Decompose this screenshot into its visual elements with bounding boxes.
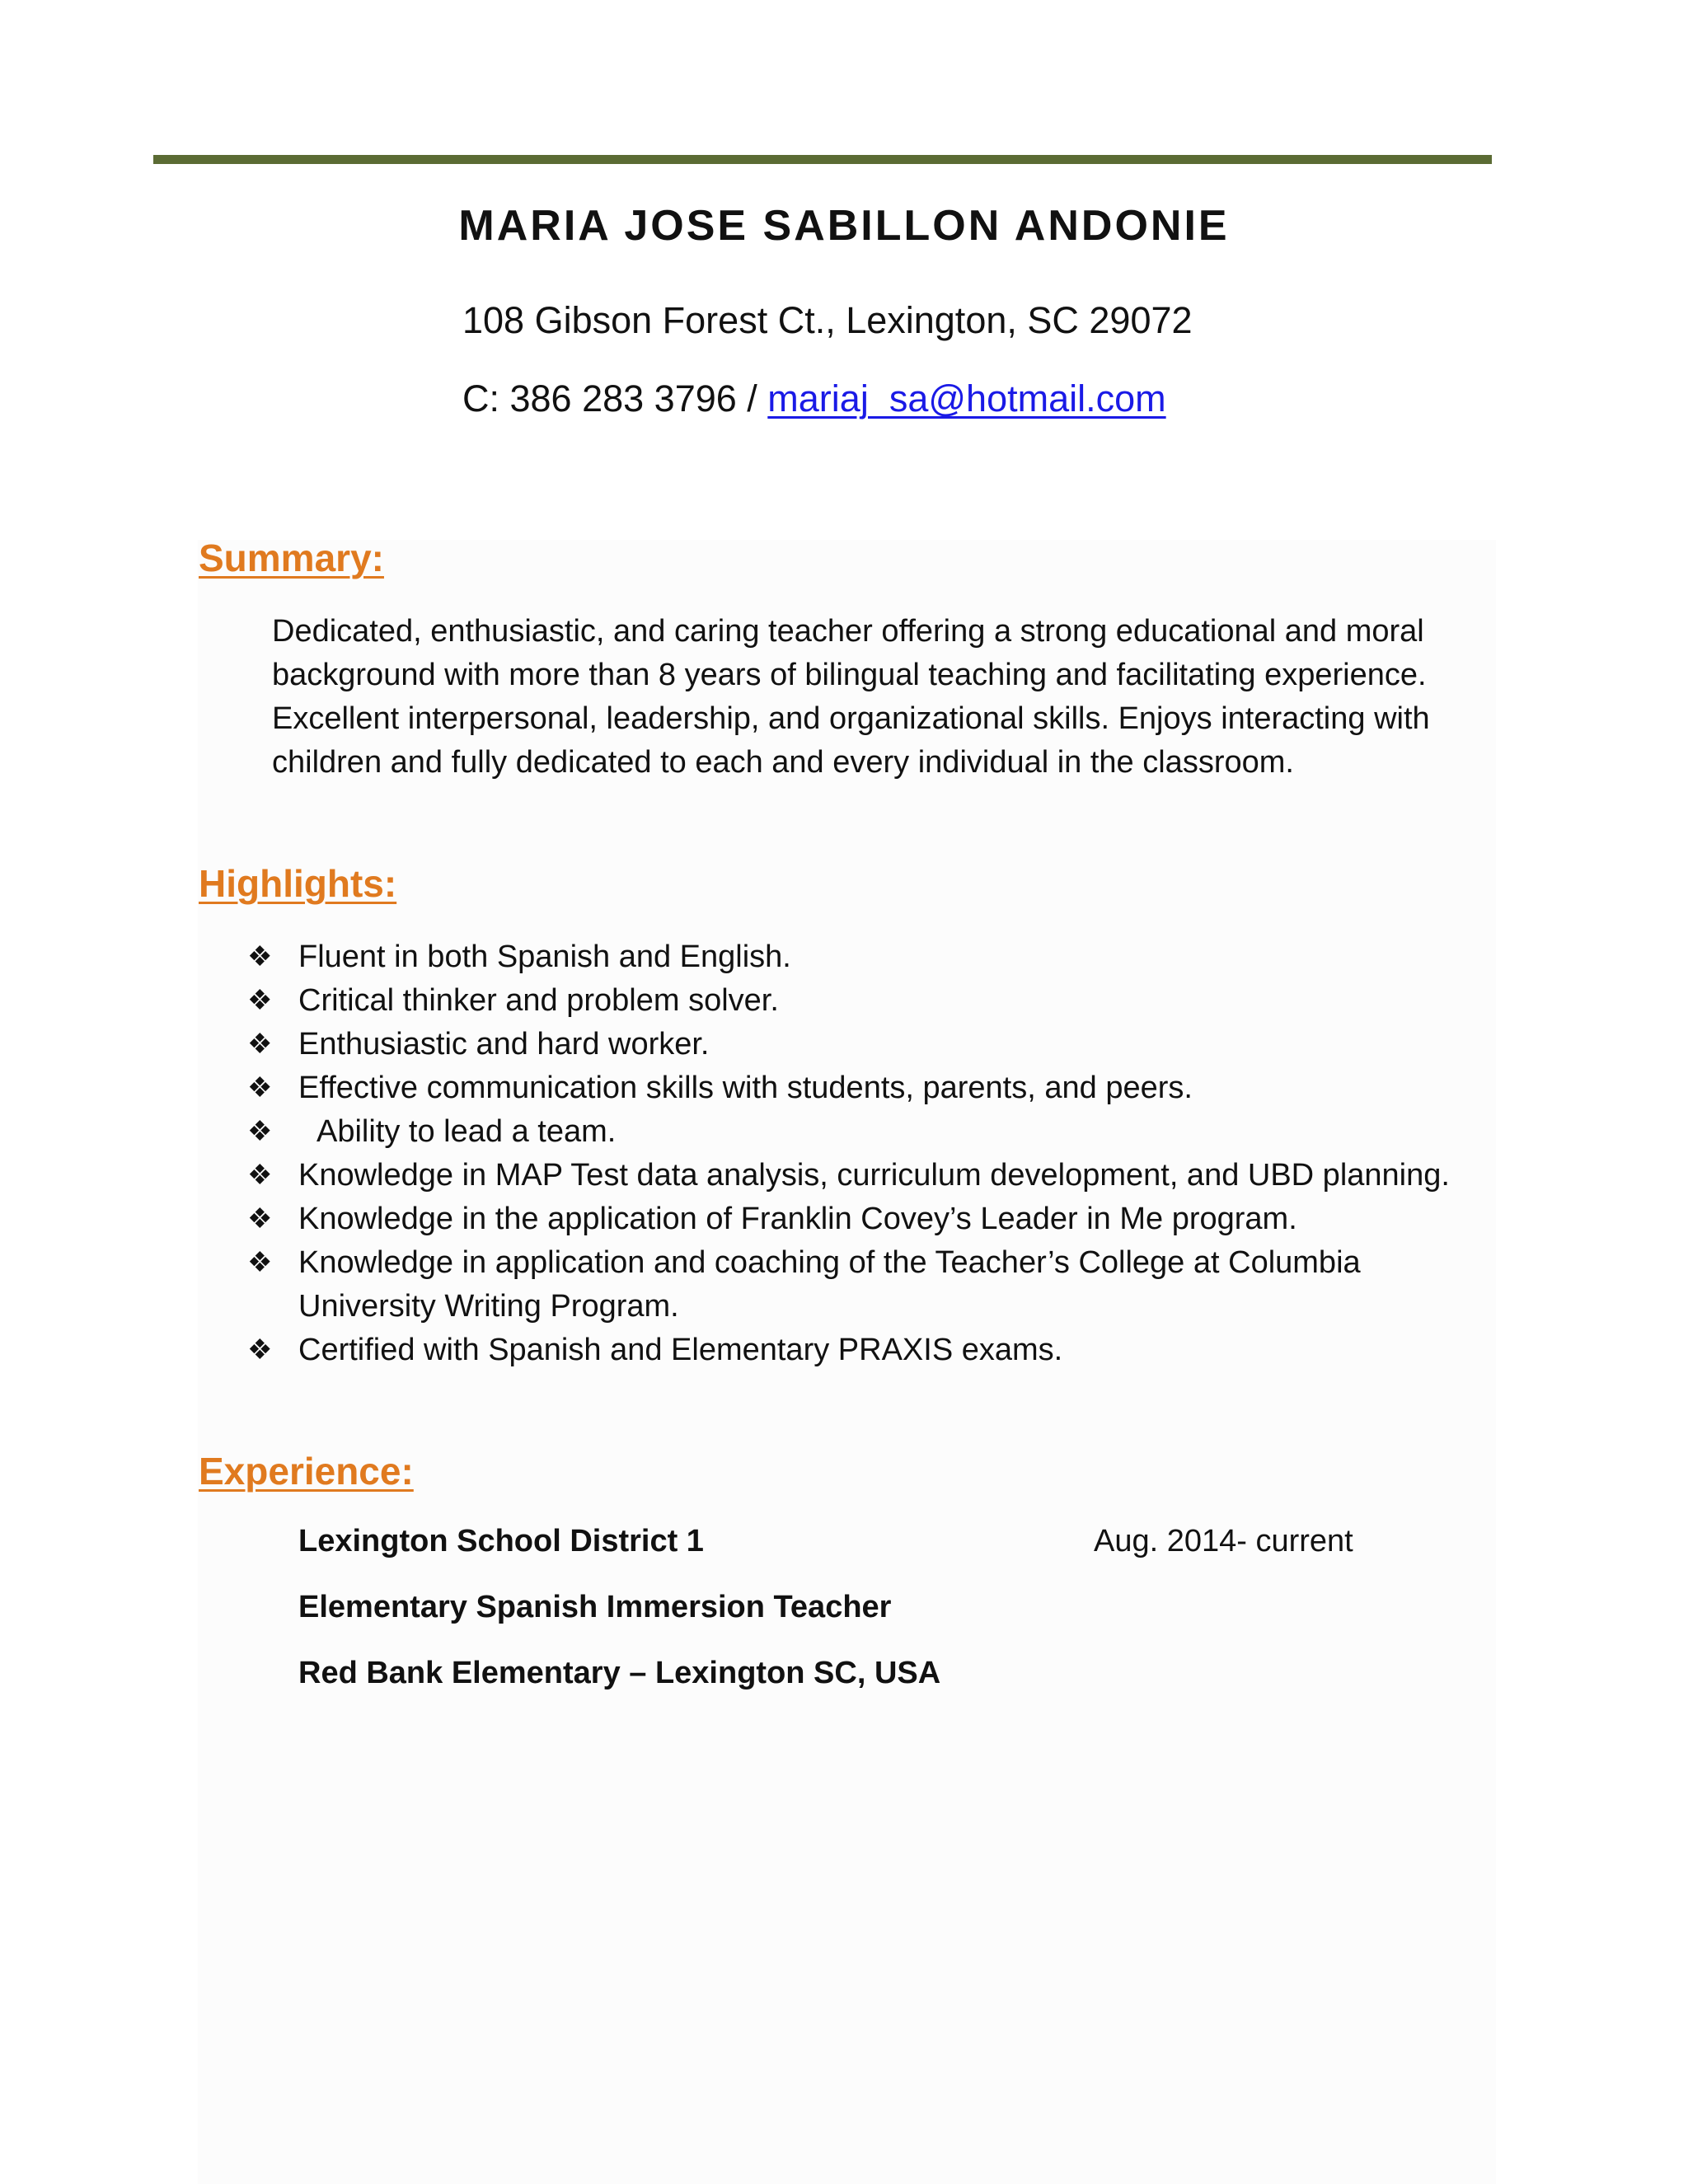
highlight-text: Knowledge in the application of Franklin Covey’s Leader in Me program. [298, 1202, 1297, 1236]
list-item [247, 935, 1484, 979]
diamond-bullet-icon: ❖ [247, 941, 273, 972]
email-link[interactable]: mariaj_sa@hotmail.com [767, 377, 1166, 419]
list-item [247, 1241, 1484, 1329]
highlight-text: Knowledge in application and coaching of the Teacher’s College at Columbia University Writing Program. [298, 1245, 1361, 1324]
highlight-text: Fluent in both Spanish and English. [298, 940, 791, 974]
summary-heading: Summary: [199, 537, 384, 579]
diamond-bullet-icon: ❖ [247, 1334, 273, 1366]
address-line: 108 Gibson Forest Ct., Lexington, SC 29072 [462, 299, 1193, 341]
diamond-bullet-icon: ❖ [247, 1160, 273, 1191]
candidate-name: MARIA JOSE SABILLON ANDONIE [458, 202, 1230, 250]
highlights-heading: Highlights: [199, 862, 397, 905]
header-rule [153, 155, 1492, 164]
diamond-bullet-icon: ❖ [247, 1247, 273, 1278]
summary-text: Dedicated, enthusiastic, and caring teacher offering a strong educational and moral background with more than 8 years of bilingual teaching and facilitating experience. Excellent interpersonal, leadership, and organizational skills. Enjoys interacting with children and fully dedicated to each and every individual in the classroom. [272, 614, 1430, 780]
highlight-text: Knowledge in MAP Test data analysis, curriculum development, and UBD planning. [298, 1158, 1450, 1193]
employer-name: Lexington School District 1 [298, 1524, 704, 1558]
phone-number: C: 386 283 3796 / [462, 377, 757, 419]
list-item [247, 1197, 1484, 1241]
list-item [247, 1023, 1484, 1066]
highlight-text: Critical thinker and problem solver. [298, 983, 779, 1018]
highlight-text: Certified with Spanish and Elementary PRAXIS exams. [298, 1333, 1063, 1367]
list-item [247, 979, 1484, 1023]
list-item [247, 1154, 1484, 1197]
diamond-bullet-icon: ❖ [247, 1029, 273, 1060]
job-location: Red Bank Elementary – Lexington SC, USA [298, 1656, 941, 1690]
list-item [247, 1066, 1484, 1110]
diamond-bullet-icon: ❖ [247, 985, 273, 1016]
highlights-list [247, 935, 1484, 1372]
experience-heading: Experience: [199, 1450, 414, 1493]
highlight-text: Ability to lead a team. [316, 1114, 617, 1149]
diamond-bullet-icon: ❖ [247, 1116, 273, 1147]
list-item [247, 1329, 1484, 1372]
diamond-bullet-icon: ❖ [247, 1072, 273, 1104]
highlight-text: Enthusiastic and hard worker. [298, 1027, 710, 1062]
highlight-text: Effective communication skills with students, parents, and peers. [298, 1071, 1193, 1105]
employment-dates: Aug. 2014- current [1094, 1524, 1353, 1558]
job-title: Elementary Spanish Immersion Teacher [298, 1590, 892, 1624]
list-item [247, 1110, 1484, 1154]
diamond-bullet-icon: ❖ [247, 1203, 273, 1235]
contact-line [462, 377, 1166, 420]
